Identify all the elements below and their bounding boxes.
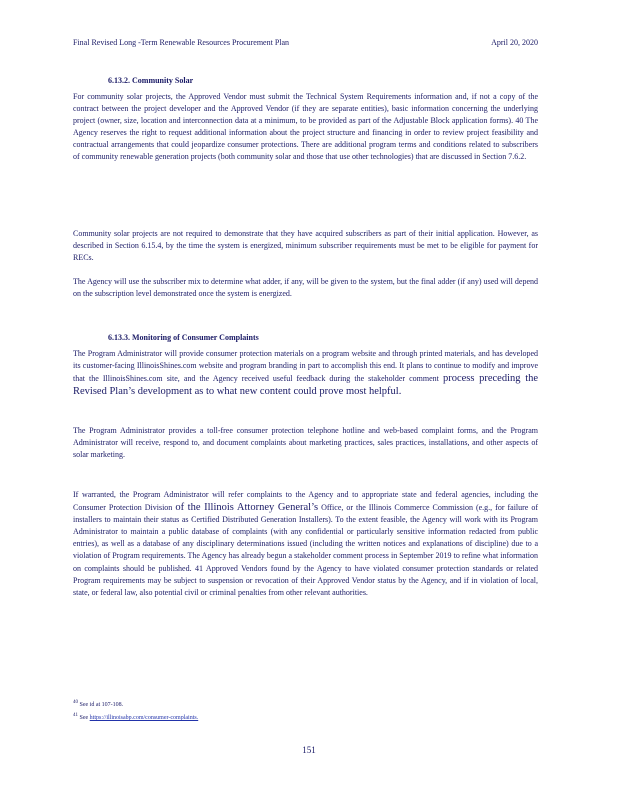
page-header	[73, 38, 538, 47]
footnote-label: See	[79, 715, 89, 721]
header-title: Final Revised Long -Term Renewable Resources Procurement Plan	[73, 38, 290, 47]
header-date: April 20, 2020	[491, 38, 538, 47]
footnote-number: 41	[73, 713, 78, 718]
paragraph	[73, 348, 538, 398]
footnote	[73, 713, 373, 721]
paragraph: For community solar projects, the Approved Vendor must submit the Technical System Requirements information and, if not a copy of the contract between the project developer and the Approved Vendor (if they are separate entities), basic information concerning the underlying project (owner, size, location and interconnection data at a minimum, to be provided as part of the Adjustable Block application forms). 40 The Agency reserves the right to request additional information about the project structure and financing in order to review project feasibility and contractual arrangements that could jeopardize consumer protections. There are additional program terms and conditions related to subscribers of community renewable generation projects (both community solar and those that use other technologies) that are discussed in Section 7.6.2.	[73, 92, 538, 162]
footnote-number: 40	[73, 700, 78, 705]
page-number: 151	[302, 745, 316, 755]
section-heading-consumer-complaints: 6.13.3. Monitoring of Consumer Complaints	[108, 333, 259, 342]
section-heading-community-solar: 6.13.2. Community Solar	[108, 76, 194, 85]
paragraph-text-large: of the Illinois Attorney General’s	[175, 502, 319, 514]
paragraph: The Program Administrator provides a toll-free consumer protection telephone hotline and web-based complaint forms, and the Program Administrator will receive, respond to, and document complaints about marketing practices, sales practices, installations, and other aspects of solar marketing.	[73, 426, 538, 460]
paragraph-text: The Program Administrator will provide consumer protection materials on a program website and through printed materials, and has developed its customer-facing IllinoisShines.com website and program branding in part to accomplish this end. It plans to continue to modify and improve that the IllinoisShines.com site, and the Agency received useful feedback during the stakeholder comment	[73, 349, 538, 384]
footnote-link[interactable]: https://illinoisabp.com/consumer-complaints.	[89, 715, 199, 721]
paragraph	[73, 489, 538, 599]
paragraph: Community solar projects are not required to demonstrate that they have acquired subscribers as part of their initial application. However, as described in Section 6.15.4, by the time the system is energized, minimum subscriber requirements must be met to be eligible for payment for RECs.	[73, 229, 538, 263]
paragraph-text: If warranted, the Program Administrator will refer complaints to the Agency and to appropriate state and federal agencies, including the Consumer Protection Division	[73, 490, 538, 513]
footnote-text: See id at 107-108.	[79, 702, 124, 708]
footnote	[73, 700, 373, 708]
paragraph: The Agency will use the subscriber mix to determine what adder, if any, will be given to the system, but the final adder (if any) used will depend on the subscription level demonstrated once the system is energized.	[73, 277, 538, 299]
paragraph-text-large: process preceding the Revised Plan’s development as to what new content could prove most helpful.	[73, 373, 539, 398]
paragraph-text: Office, or the Illinois Commerce Commission (e.g., for failure of installers to maintain their status as Certified Distributed Generation Installers). To the extent feasible, the Agency will work with its Program Administrator to maintain a public database of complaints (with any confidential or particularly sensitive information redacted from public entries), as well as a database of any disciplinary determinations issued (including the written notices and explanations of discipline) due to a violation of Program requirements. The Agency has already begun a stakeholder comment process in September 2019 to refine what information on complaints should be published. 41 Approved Vendors found by the Agency to have violated consumer protection standards or related Program requirements may be subject to suspension or revocation of their Approved Vendor status by the Agency, and if in violation of local, state, or federal law, also potential civil or criminal penalties from other relevant authorities.	[73, 503, 539, 597]
